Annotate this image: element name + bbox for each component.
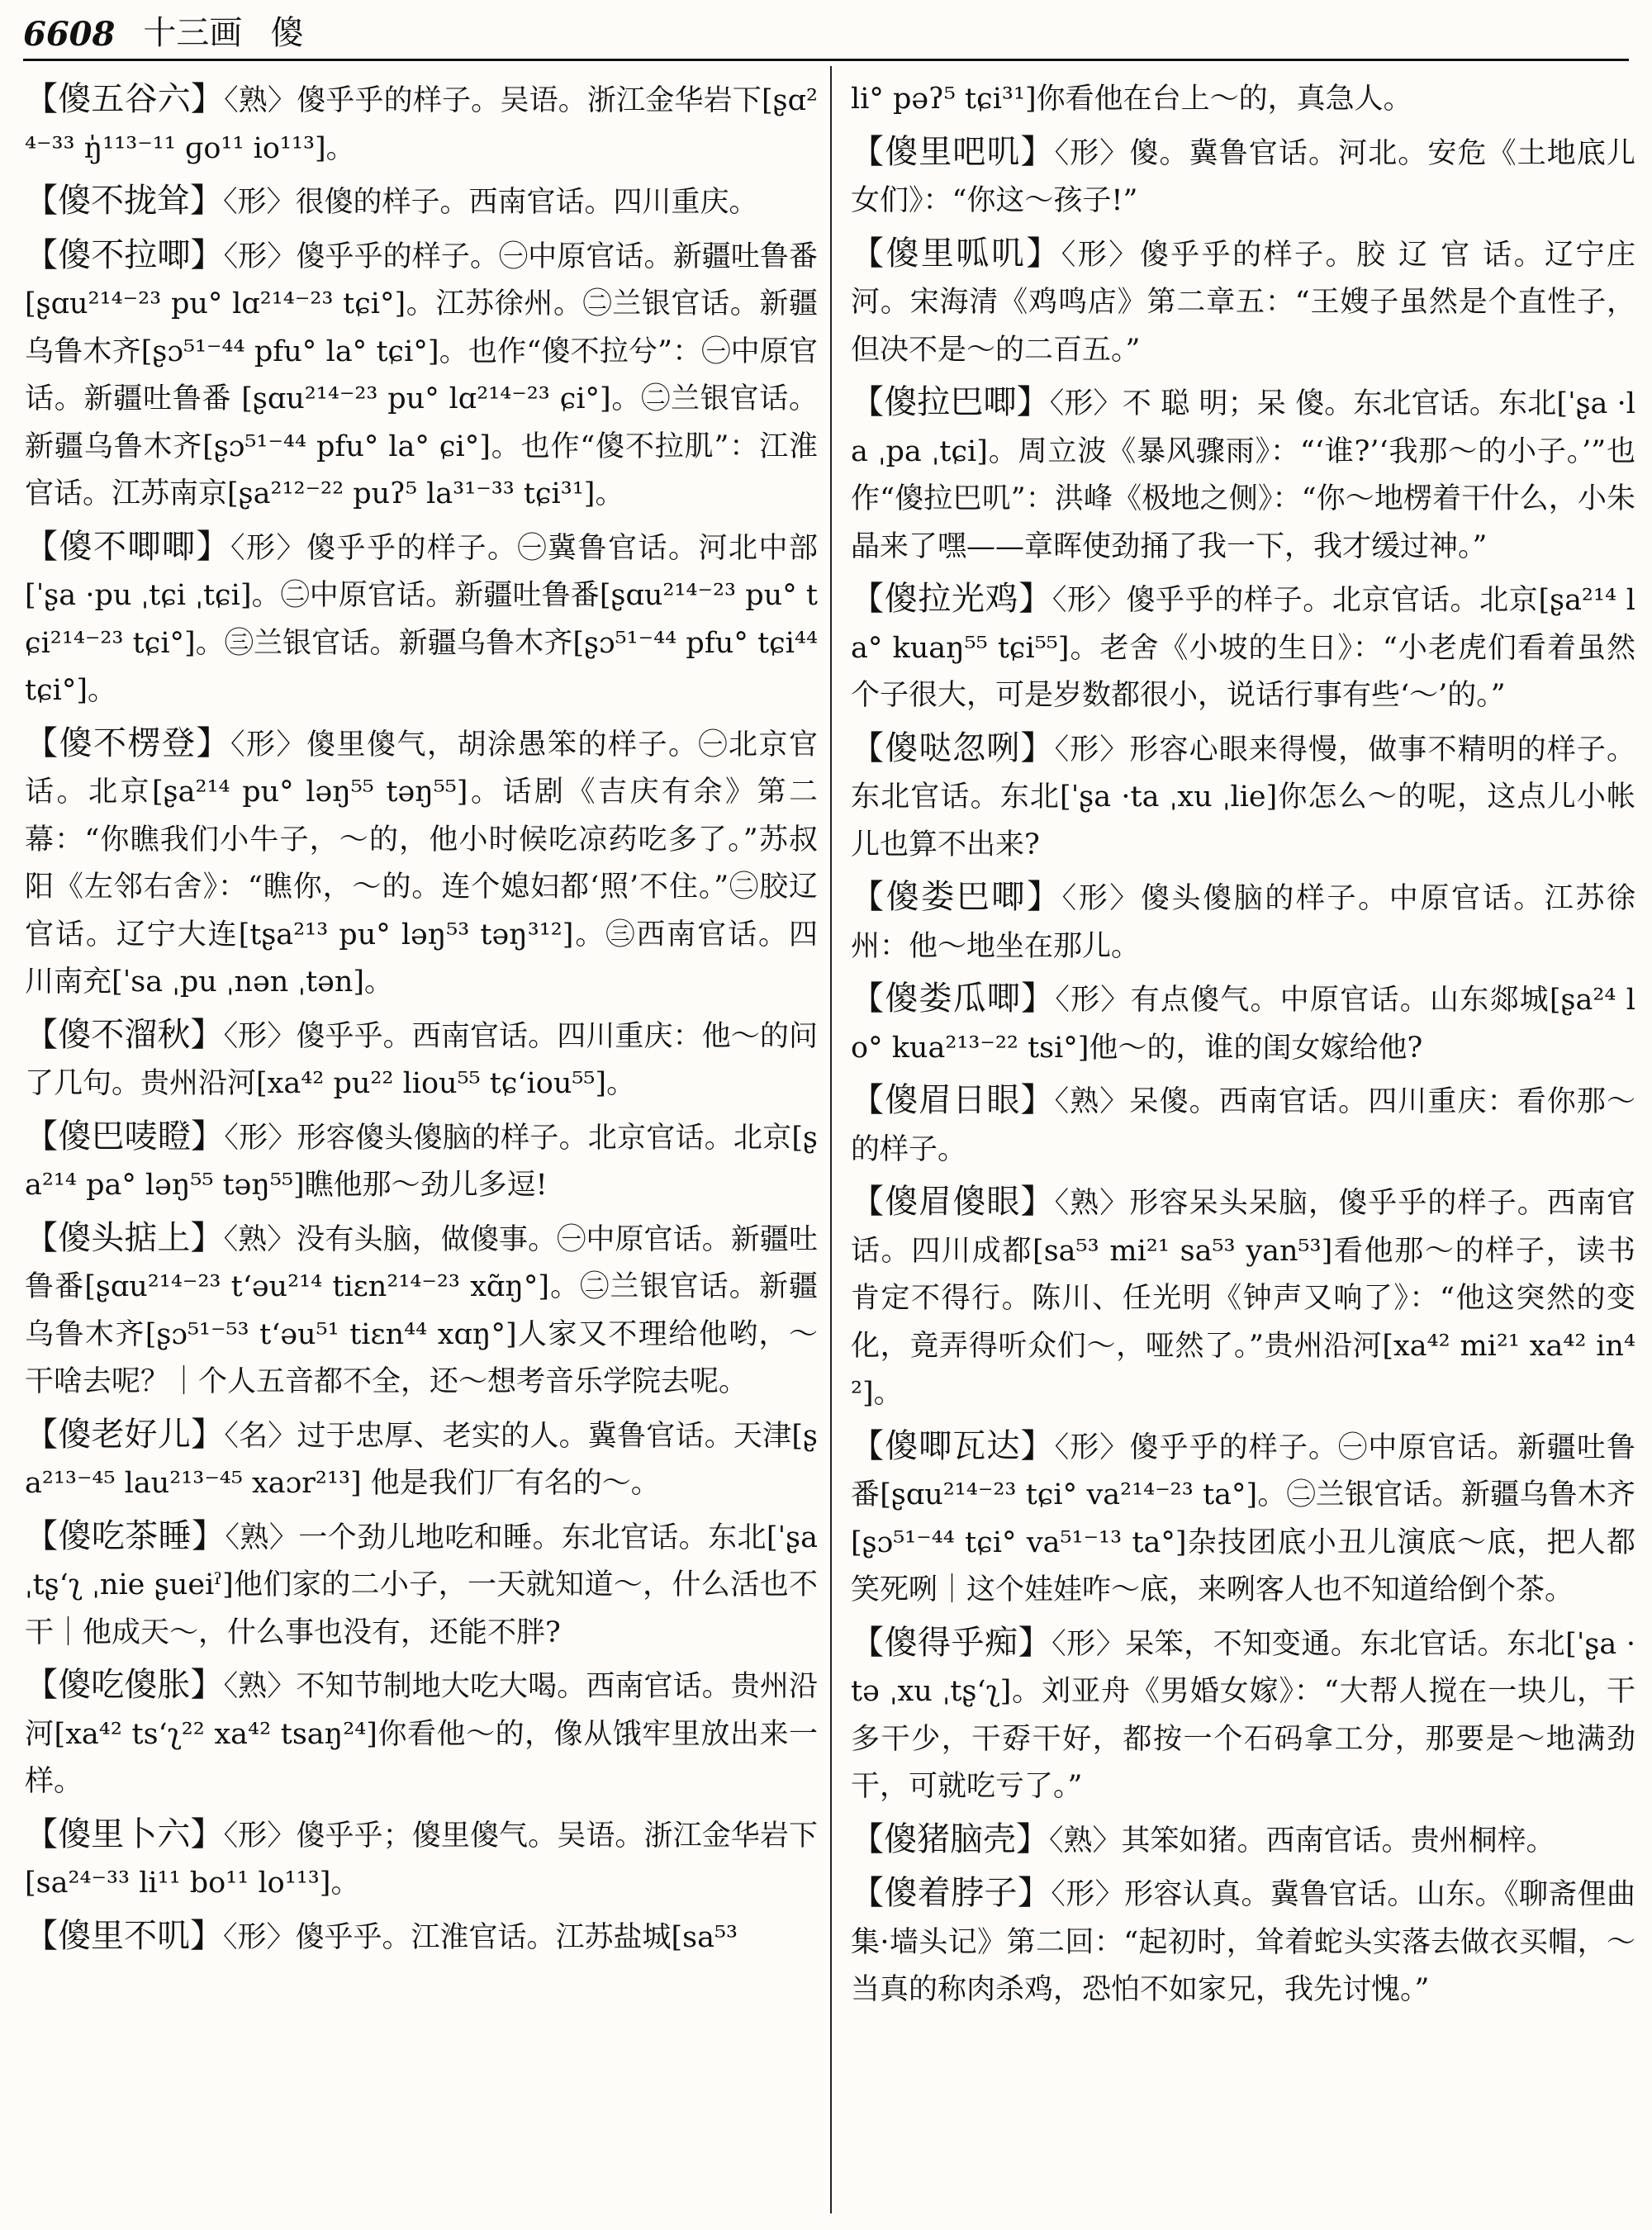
entry-definition: 〈形〉傻乎乎；傻里傻气。吴语。浙江金华岩下[sa²⁴⁻³³ li¹¹ bo¹¹ lo¹¹³]。 bbox=[25, 1819, 818, 1900]
dictionary-entry bbox=[25, 178, 818, 227]
dictionary-entry bbox=[25, 1662, 818, 1806]
entry-headword: 【傻里不叽】 bbox=[25, 1916, 223, 1955]
entry-headword: 【傻娄瓜唧】 bbox=[851, 980, 1056, 1018]
entry-definition: 〈名〉过于忠厚、老实的人。冀鲁官话。天津[ʂa²¹³⁻⁴⁵ lau²¹³⁻⁴⁵ xaɔr²¹³] 他是我们厂有名的～。 bbox=[25, 1419, 818, 1500]
dictionary-entry bbox=[851, 1620, 1635, 1811]
dictionary-entry bbox=[851, 129, 1635, 225]
dictionary-entry bbox=[25, 1012, 818, 1108]
entry-definition: 〈形〉傻乎乎。西南官话。四川重庆：他～的问了几句。贵州沿河[xa⁴² pu²² liou⁵⁵ tɕʻiou⁵⁵]。 bbox=[25, 1019, 818, 1100]
entry-headword: 【傻眉傻眼】 bbox=[851, 1183, 1055, 1221]
dictionary-entry bbox=[851, 1423, 1635, 1615]
page-number: 6608 bbox=[23, 15, 116, 54]
entry-headword: 【傻里吧叽】 bbox=[851, 132, 1055, 171]
entry-definition: 〈熟〉没有头脑，做傻事。㊀中原官话。新疆吐鲁番[ʂɑu²¹⁴⁻²³ tʻəu²¹⁴ tiɛn²¹⁴⁻²³ xɑ̃ŋ°]。㊁兰银官话。新疆乌鲁木齐[ʂɔ⁵¹⁻⁵³ tʻəu⁵¹ tiɛn⁴⁴ xɑŋ°]人家又不理给他哟，～干啥去呢？｜个人五音都不全，还～想考音乐学院去呢。 bbox=[25, 1222, 818, 1398]
entry-headword: 【傻不楞登】 bbox=[25, 724, 230, 762]
dictionary-entry bbox=[851, 576, 1635, 720]
entry-definition: 〈形〉形容认真。冀鲁官话。山东。《聊斋俚曲集·墙头记》第二回：“起初时，耸着蛇头实落去做衣买帽，～当真的称肉杀鸡，恐怕不如家兄，我先讨愧。” bbox=[851, 1878, 1635, 2006]
entry-headword: 【傻哒忽咧】 bbox=[851, 728, 1055, 767]
dictionary-entry bbox=[25, 232, 818, 519]
entry-headword: 【傻眉日眼】 bbox=[851, 1081, 1055, 1119]
entry-headword: 【傻老好儿】 bbox=[25, 1415, 225, 1454]
entry-headword: 【傻拉光鸡】 bbox=[851, 580, 1052, 618]
dictionary-entry bbox=[851, 975, 1635, 1072]
entry-definition: 〈形〉傻乎乎的样子。㊀冀鲁官话。河北中部[ˈʂa ·pu ˌtɕi ˌtɕi]。㊁中原官话。新疆吐鲁番[ʂɑu²¹⁴⁻²³ pu° tɕi²¹⁴⁻²³ tɕi°]。㊂兰银官话。新疆乌鲁木齐[ʂɔ⁵¹⁻⁴⁴ pfu° tɕi⁴⁴ tɕi°]。 bbox=[25, 531, 818, 707]
right-column bbox=[851, 76, 1635, 2019]
dictionary-entry bbox=[851, 1179, 1635, 1418]
entry-headword: 【傻吃傻胀】 bbox=[25, 1666, 224, 1704]
entry-definition: 〈形〉傻乎乎的样子。北京官话。北京[ʂa²¹⁴ la° kuaŋ⁵⁵ tɕi⁵⁵]。老舍《小坡的生日》：“小老虎们看着虽然个子很大，可是岁数都很小，说话行事有些‘～’的。” bbox=[851, 584, 1635, 712]
entry-definition: 〈形〉傻乎乎。江淮官话。江苏盐城[sa⁵³ bbox=[223, 1920, 738, 1954]
entry-definition: 〈熟〉傻乎乎的样子。吴语。浙江金华岩下[ʂɑ²⁴⁻³³ ŋ̍¹¹³⁻¹¹ ɡo¹¹ io¹¹³]。 bbox=[25, 84, 819, 165]
dictionary-entry bbox=[25, 1811, 818, 1908]
dictionary-entry bbox=[851, 230, 1635, 375]
entry-definition: 〈形〉形容傻头傻脑的样子。北京官话。北京[ʂa²¹⁴ pa° ləŋ⁵⁵ təŋ⁵⁵]瞧他那～劲儿多逗! bbox=[25, 1121, 818, 1202]
dictionary-entry bbox=[851, 1870, 1635, 2014]
entry-headword: 【傻娄巴唧】 bbox=[851, 878, 1062, 916]
dictionary-entry bbox=[851, 874, 1635, 970]
header-char: 傻 bbox=[270, 14, 304, 52]
dictionary-entry bbox=[851, 1077, 1635, 1174]
entry-headword: 【傻得乎痴】 bbox=[851, 1623, 1052, 1662]
dictionary-entry bbox=[25, 1412, 818, 1508]
entry-headword: 【傻头掂上】 bbox=[25, 1218, 224, 1257]
dictionary-entry bbox=[25, 1113, 818, 1210]
entry-headword: 【傻不拢耸】 bbox=[25, 182, 223, 220]
entry-definition: 〈形〉呆笨，不知变通。东北官话。东北[ˈʂa ·tə ˌxu ˌtʂʻʅ]。刘亚舟《男婚女嫁》：“大帮人搅在一块儿，干多干少，干孬干好，都按一个石码拿工分，那要是～地满劲干，可就吃亏了。” bbox=[851, 1627, 1636, 1803]
entry-definition: 〈熟〉形容呆头呆脑，傻乎乎的样子。西南官话。四川成都[sa⁵³ mi²¹ sa⁵³ yan⁵³]看他那～的样子，读书肯定不得行。陈川、任光明《钟声又响了》：“他这突然的变化，竟弄得听众们～，哑然了。”贵州沿河[xa⁴² mi²¹ xa⁴² in⁴²]。 bbox=[851, 1187, 1635, 1410]
dictionary-entry bbox=[25, 1913, 818, 1962]
entry-definition: 〈形〉很傻的样子。西南官话。四川重庆。 bbox=[223, 186, 758, 219]
entry-headword: 【傻吃茶睡】 bbox=[25, 1516, 225, 1555]
entry-headword: 【傻五谷六】 bbox=[25, 80, 225, 118]
left-column bbox=[25, 76, 818, 1967]
column-divider bbox=[830, 66, 832, 2213]
dictionary-entry bbox=[25, 1513, 818, 1658]
dictionary-entry bbox=[851, 1816, 1635, 1866]
entry-headword: 【傻着脖子】 bbox=[851, 1874, 1051, 1912]
entry-definition: 〈形〉傻乎乎的样子。㊀中原官话。新疆吐鲁番[ʂɑu²¹⁴⁻²³ pu° lɑ²¹⁴⁻²³ tɕi°]。江苏徐州。㊁兰银官话。新疆乌鲁木齐[ʂɔ⁵¹⁻⁴⁴ pfu° la° tɕi°]。也作“傻不拉兮”：㊀中原官话。新疆吐鲁番 [ʂɑu²¹⁴⁻²³ pu° lɑ²¹⁴⁻²³ ɕi°]。㊁兰银官话。新疆乌鲁木齐[ʂɔ⁵¹⁻⁴⁴ pfu° la° ɕi°]。也作“傻不拉肌”：江淮官话。江苏南京[ʂa²¹²⁻²² puʔ⁵ la³¹⁻³³ tɕi³¹]。 bbox=[25, 240, 818, 510]
entry-headword: 【傻里呱叽】 bbox=[851, 234, 1061, 273]
section-label: 十三画 bbox=[143, 14, 243, 52]
entry-headword: 【傻巴唛瞪】 bbox=[25, 1117, 225, 1155]
entry-definition: 〈熟〉一个劲儿地吃和睡。东北官话。东北[ˈʂa ˌtʂʻʅ ˌnie ʂueiˀ]他们家的二小子，一天就知道～，什么活也不干｜他成天～，什么事也没有，还能不胖? bbox=[25, 1521, 819, 1649]
entry-headword: 【傻唧瓦达】 bbox=[851, 1426, 1055, 1465]
entry-headword: 【傻拉巴唧】 bbox=[851, 383, 1050, 421]
entry-definition: 〈形〉形容心眼来得慢，做事不精明的样子。东北官话。东北[ˈʂa ·ta ˌxu ˌlie]你怎么～的呢，这点儿小帐儿也算不出来? bbox=[851, 733, 1635, 861]
entry-definition: 〈熟〉呆傻。西南官话。四川重庆：看你那～的样子。 bbox=[851, 1085, 1635, 1166]
entry-headword: 【傻猪脑壳】 bbox=[851, 1820, 1049, 1858]
dictionary-entry bbox=[25, 1215, 818, 1407]
dictionary-entry bbox=[851, 725, 1635, 870]
entry-definition: 〈形〉傻头傻脑的样子。中原官话。江苏徐州：他～地坐在那儿。 bbox=[851, 882, 1635, 963]
page-header bbox=[23, 15, 1629, 61]
dictionary-entry bbox=[25, 524, 818, 715]
entry-headword: 【傻不拉唧】 bbox=[25, 235, 224, 274]
entry-definition: 〈形〉傻乎乎的样子。㊀中原官话。新疆吐鲁番[ʂɑu²¹⁴⁻²³ tɕi° va²¹⁴⁻²³ ta°]。㊁兰银官话。新疆乌鲁木齐[ʂɔ⁵¹⁻⁴⁴ tɕi° va⁵¹⁻¹³ ta°]杂技团底小丑儿演底～底，把人都笑死咧｜这个娃娃咋～底，来咧客人也不知道给倒个茶。 bbox=[851, 1431, 1635, 1606]
entry-definition: li° pəʔ⁵ tɕi³¹]你看他在台上～的，真急人。 bbox=[851, 83, 1412, 116]
entry-definition: 〈形〉傻。冀鲁官话。河北。安危《土地底儿女们》：“你这～孩子!” bbox=[851, 136, 1635, 217]
entry-headword: 【傻不唧唧】 bbox=[25, 527, 230, 566]
entry-headword: 【傻里卜六】 bbox=[25, 1815, 224, 1853]
dictionary-entry bbox=[851, 379, 1635, 571]
entry-headword: 【傻不溜秋】 bbox=[25, 1015, 224, 1054]
entry-definition: 〈形〉傻乎乎的样子。胶 辽 官 话。辽宁庄河。宋海清《鸡鸣店》第二章五：“王嫂子虽然是个直性子，但决不是～的二百五。” bbox=[851, 238, 1635, 367]
entry-definition: 〈熟〉不知节制地大吃大喝。西南官话。贵州沿河[xa⁴² tsʻʅ²² xa⁴² tsaŋ²⁴]你看他～的，像从饿牢里放出来一样。 bbox=[25, 1670, 818, 1798]
entry-definition: 〈形〉有点傻气。中原官话。山东郯城[ʂa²⁴ lo° kua²¹³⁻²² tsi°]他～的，谁的闺女嫁给他? bbox=[851, 984, 1635, 1065]
dictionary-entry bbox=[851, 76, 1635, 124]
dictionary-entry bbox=[25, 720, 818, 1007]
entry-definition: 〈形〉不 聪 明；呆 傻。东北官话。东北[ˈʂa ·la ˌpa ˌtɕi]。周立波《暴风骤雨》：“‘谁?’‘我那～的小子。’”也作“傻拉巴叽”：洪峰《极地之侧》：“你～地楞着干什么，小朱晶来了嘿——章晖使劲捅了我一下，我才缓过神。” bbox=[851, 387, 1635, 563]
entry-definition: 〈熟〉其笨如猪。西南官话。贵州桐梓。 bbox=[1049, 1824, 1555, 1858]
dictionary-entry bbox=[25, 76, 818, 173]
entry-definition: 〈形〉傻里傻气，胡涂愚笨的样子。㊀北京官话。北京[ʂa²¹⁴ pu° ləŋ⁵⁵ təŋ⁵⁵]。话剧《吉庆有余》第二幕：“你瞧我们小牛子，～的，他小时候吃凉药吃多了。”苏叔阳《左邻右舍》：“瞧你，～的。连个媳妇都‘照’不住。”㊁胶辽官话。辽宁大连[tʂa²¹³ pu° ləŋ⁵³ təŋ³¹²]。㊂西南官话。四川南充[ˈsa ˌpu ˌnən ˌtən]。 bbox=[25, 728, 818, 999]
